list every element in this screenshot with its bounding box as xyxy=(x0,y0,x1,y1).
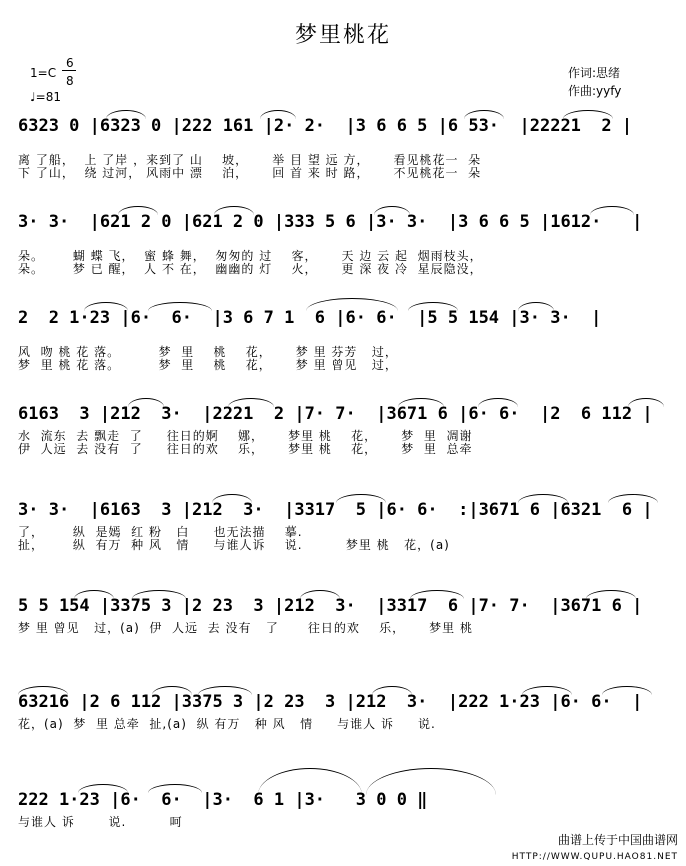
slur xyxy=(132,590,186,599)
slur xyxy=(408,302,458,311)
slur xyxy=(84,302,128,311)
slur xyxy=(18,686,68,695)
slur xyxy=(563,110,613,119)
score-row-4 xyxy=(18,404,663,474)
slur xyxy=(148,784,202,793)
slur xyxy=(260,110,296,119)
composer-credit: 作曲:yyfy xyxy=(568,84,622,98)
score-row-2 xyxy=(18,212,663,282)
lyric-verse-1: 风 吻 桃 花 落。 梦 里 桃 花， 梦 里 芬芳 过， xyxy=(18,345,398,359)
footer-url: HTTP://WWW.QUPU.HAO81.NET xyxy=(511,852,678,862)
notation-line: 3· 3· |6163 3 |212 3· |3317 5 |6· 6· :|3671 6 |6321 6 | xyxy=(18,500,653,520)
slur xyxy=(608,494,658,503)
notation-line: 222 1·23 |6· 6· |3· 6 1 |3· 3 0 0 ‖ xyxy=(18,790,428,810)
slur xyxy=(410,590,464,599)
slur xyxy=(300,590,340,599)
score-row-3 xyxy=(18,308,663,378)
time-signature-bottom: 8 xyxy=(66,74,74,88)
slur xyxy=(590,206,634,215)
slur xyxy=(366,768,496,795)
lyric-verse-1: 梦 里 曾见 过，(a) 伊 人远 去 没有 了 往日的欢 乐， 梦里 桃 xyxy=(18,621,473,635)
slur xyxy=(212,494,252,503)
slur xyxy=(74,590,114,599)
score-row-5 xyxy=(18,500,663,570)
lyric-verse-2: 梦 里 桃 花 落。 梦 里 桃 花， 梦 里 曾见 过， xyxy=(18,358,398,372)
slur xyxy=(464,110,504,119)
slur xyxy=(336,494,386,503)
slur xyxy=(118,206,158,215)
lyric-verse-1: 与谁人 诉 说. 呵 xyxy=(18,815,183,829)
slur xyxy=(306,298,398,311)
notation-line: 2 2 1·23 |6· 6· |3 6 7 1 6 |6· 6· |5 5 154 |3· 3· | xyxy=(18,308,602,328)
score-row-7 xyxy=(18,692,663,762)
time-signature-top: 6 xyxy=(66,56,74,70)
slur xyxy=(148,302,212,311)
slur xyxy=(228,398,274,407)
slur xyxy=(628,398,664,407)
notation-line: 3· 3· |621 2 0 |621 2 0 |333 5 6 |3· 3· |3 6 6 5 |1612· | xyxy=(18,212,643,232)
lyric-verse-2: 朵。 梦 已 醒， 人 不 在， 幽幽的 灯 火， 更 深 夜 冷 星辰隐没， xyxy=(18,262,483,276)
slur xyxy=(198,686,252,695)
slur xyxy=(372,686,412,695)
slur xyxy=(106,110,146,119)
slur xyxy=(478,398,518,407)
slur xyxy=(522,686,572,695)
slur xyxy=(128,398,164,407)
slur xyxy=(374,206,410,215)
lyric-verse-1: 朵。 蝴 蝶 飞， 蜜 蜂 舞， 匆匆的 过 客， 天 边 云 起 烟雨枝头， xyxy=(18,249,483,263)
notation-line: 6163 3 |212 3· |2221 2 |7· 7· |3671 6 |6· 6· |2 6 112 | xyxy=(18,404,653,424)
lyric-verse-2: 伊 人远 去 没有 了 往日的欢 乐， 梦里 桃 花， 梦 里 总牵 xyxy=(18,442,473,456)
slur xyxy=(586,590,636,599)
time-signature-divider xyxy=(62,70,76,71)
lyric-verse-1: 花，(a) 梦 里 总牵 扯,(a) 纵 有万 种 风 情 与谁人 诉 说. xyxy=(18,717,436,731)
score-row-1 xyxy=(18,116,663,186)
key-signature: 1=C xyxy=(30,66,57,80)
slur xyxy=(602,686,652,695)
slur xyxy=(258,768,362,795)
slur xyxy=(214,206,254,215)
notation-line: 63216 |2 6 112 |3375 3 |2 23 3 |212 3· |222 1·23 |6· 6· | xyxy=(18,692,643,712)
tempo-marking: ♩=81 xyxy=(30,90,61,104)
lyric-verse-2: 下 了山， 绕 过河， 风雨中 漂 泊， 回 首 来 时 路， 不见桃花一 朵 xyxy=(18,166,482,180)
slur xyxy=(152,686,192,695)
lyric-verse-1: 离 了船， 上 了岸 ，来到了 山 坡， 举 目 望 远 方， 看见桃花一 朵 xyxy=(18,153,482,167)
slur xyxy=(518,494,568,503)
lyric-verse-2: 扯， 纵 有万 种 风 情 与谁人诉 说. 梦里 桃 花，(a) xyxy=(18,538,450,552)
slur xyxy=(398,398,444,407)
song-title: 梦里桃花 xyxy=(294,23,391,48)
lyricist-credit: 作词:思绪 xyxy=(568,66,621,80)
slur xyxy=(78,784,128,793)
footer-site-label: 曲谱上传于中国曲谱网 xyxy=(557,833,678,847)
lyric-verse-1: 了， 纵 是嫣 红 粉 白 也无法描 摹. xyxy=(18,525,303,539)
lyric-verse-1: 水 流东 去 飘走 了 往日的婀 娜， 梦里 桃 花， 梦 里 凋谢 xyxy=(18,429,473,443)
score-row-6 xyxy=(18,596,663,666)
notation-line: 6323 0 |6323 0 |222 161 |2· 2· |3 6 6 5 |6 53· |22221 2 | xyxy=(18,116,633,136)
slur xyxy=(518,302,554,311)
notation-line: 5 5 154 |3375 3 |2 23 3 |212 3· |3317 6 |7· 7· |3671 6 | xyxy=(18,596,643,616)
